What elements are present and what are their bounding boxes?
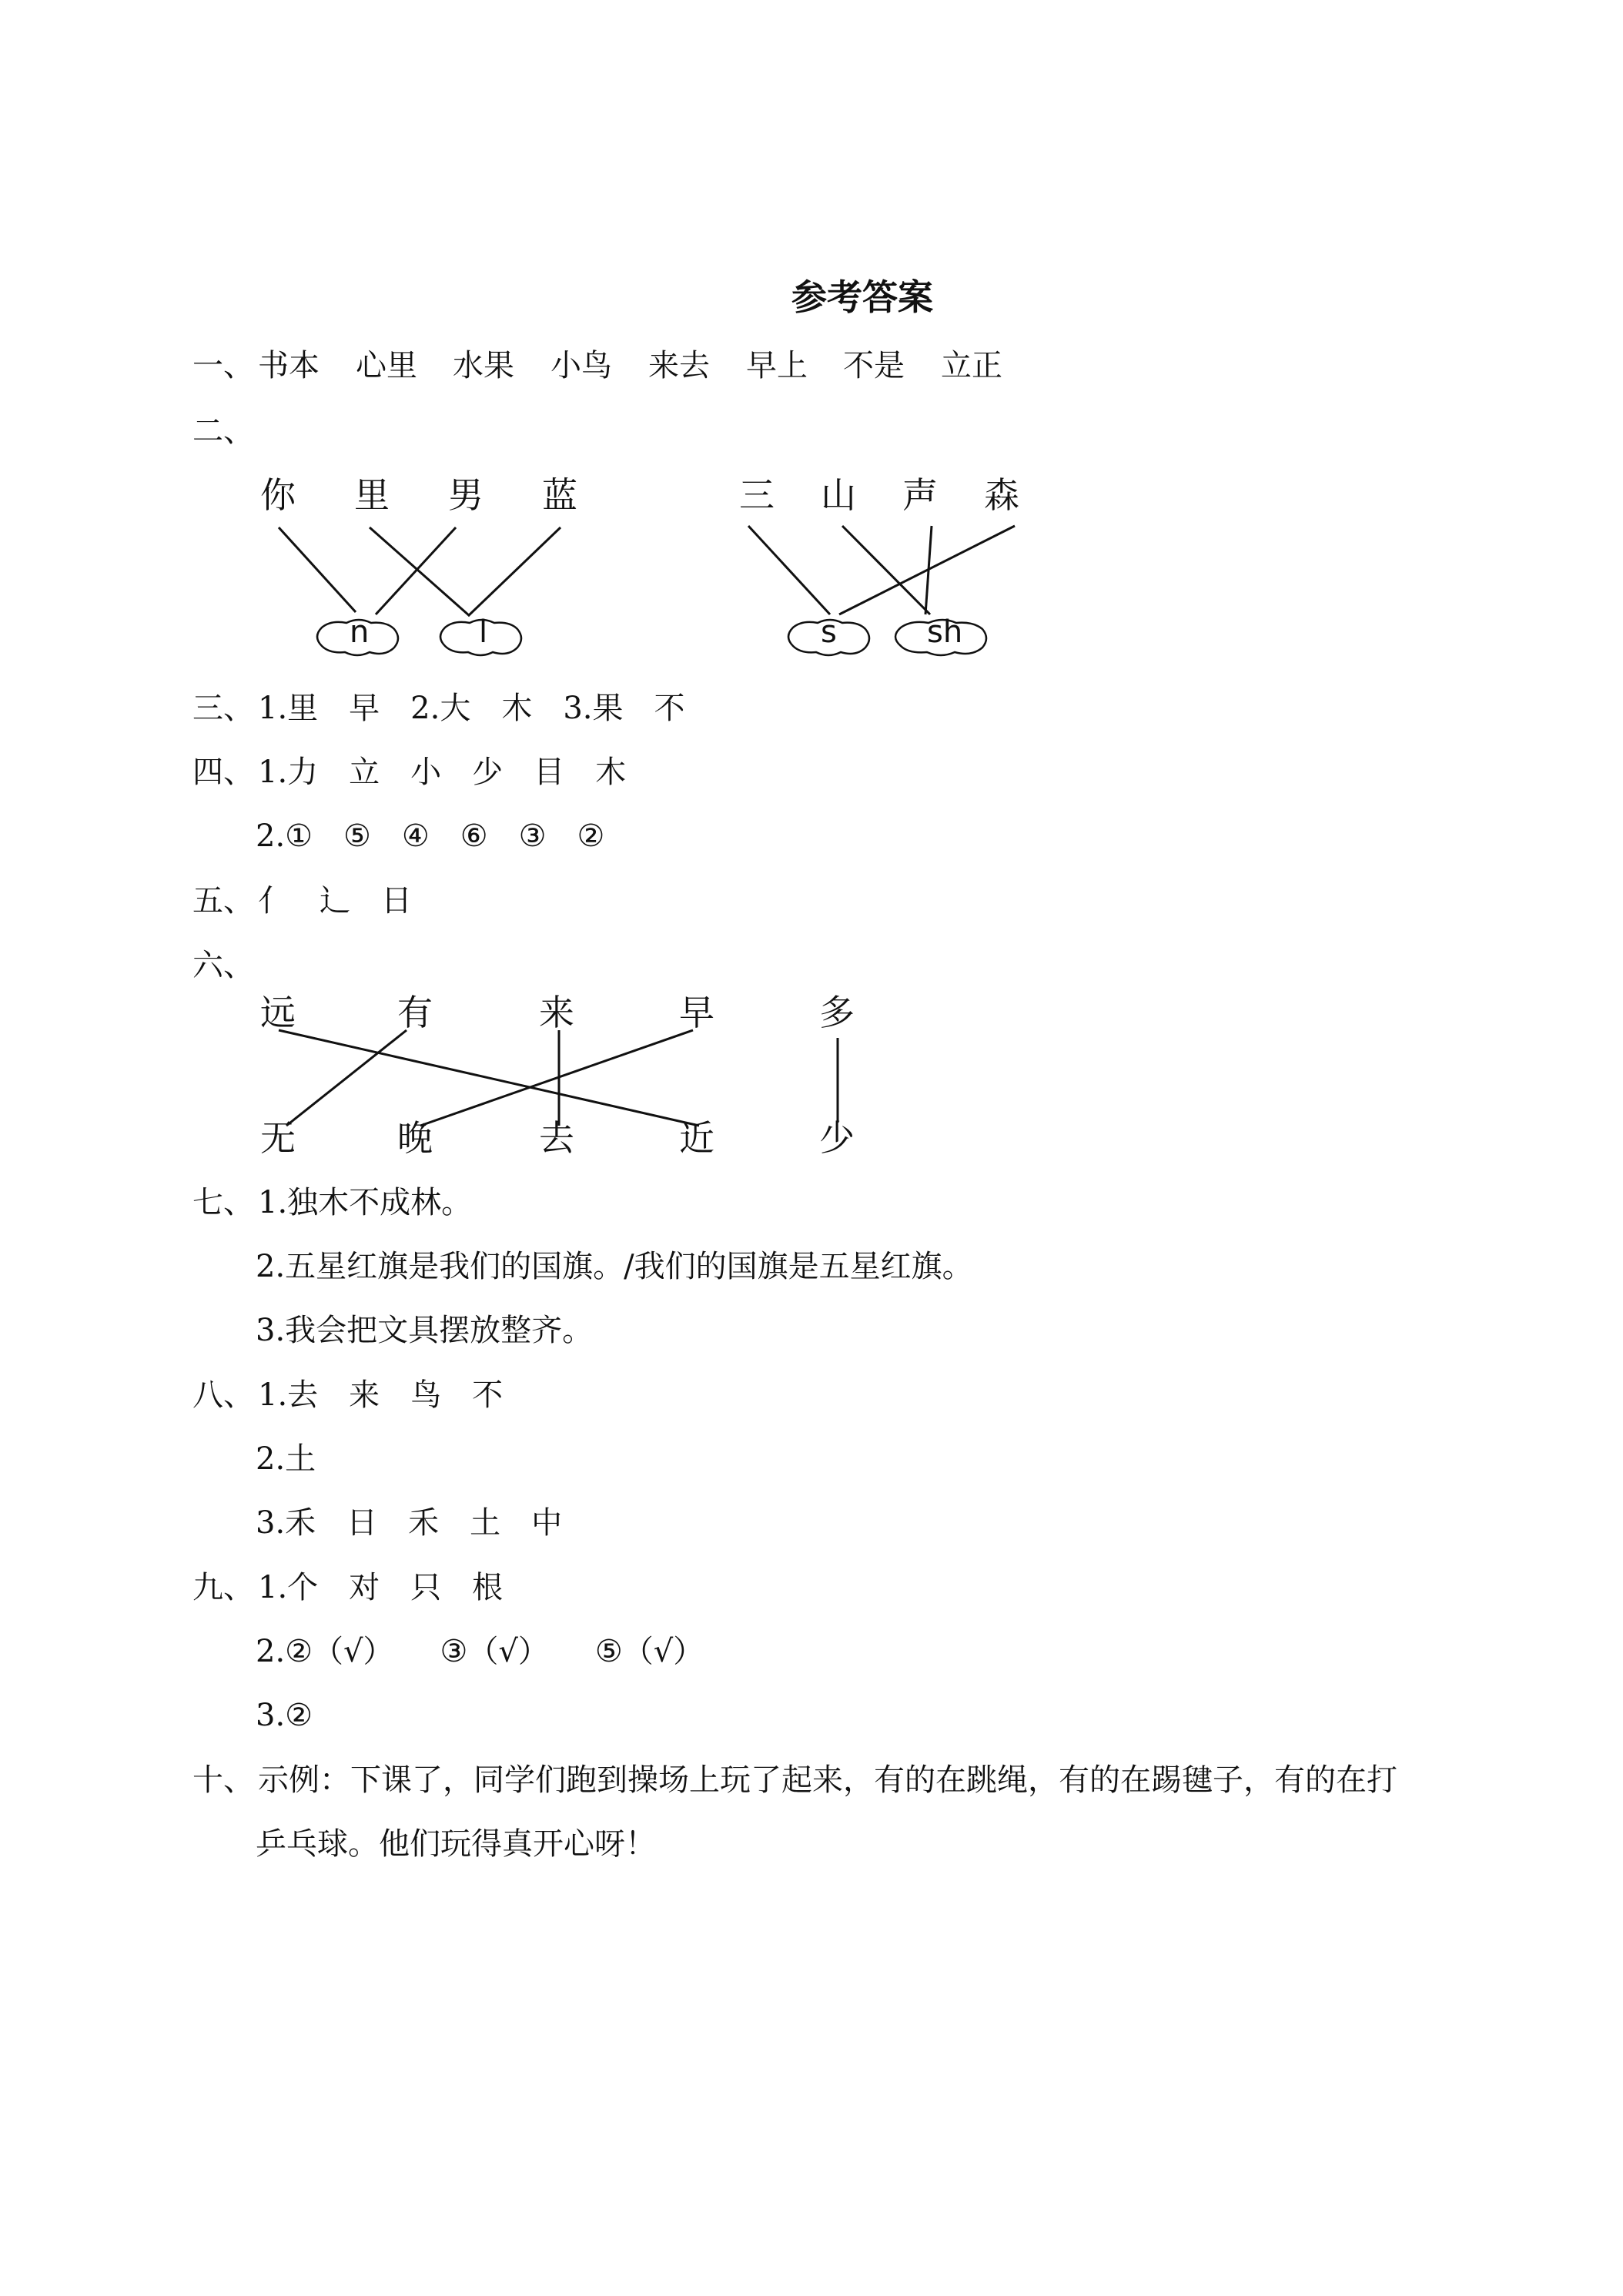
q9-answer-3: 3.② (256, 1698, 313, 1733)
q10-answer-2: 乒乓球。他们玩得真开心呀！ (256, 1826, 656, 1862)
q5-label: 五、 (192, 883, 254, 919)
q6-bottom-char: 去 (539, 1117, 574, 1159)
q2-target-s: s (821, 614, 837, 650)
q1-word: 不是 (843, 348, 905, 383)
match-line-shan-sh (842, 526, 930, 614)
q2-left-char: 你 (260, 474, 296, 516)
q1-word: 立正 (941, 348, 1002, 383)
q1-word: 水果 (453, 348, 514, 383)
q2-target-l: l (479, 614, 488, 650)
match-line-ni-n (279, 527, 356, 612)
q1-word: 心里 (356, 348, 417, 383)
q2-right-char: 山 (821, 474, 856, 516)
q2-right-char: 森 (984, 474, 1019, 516)
q7-label: 七、 (192, 1185, 254, 1220)
q8-answer-3: 3.禾 日 禾 土 中 (256, 1505, 563, 1541)
q10-label: 十、 (192, 1762, 254, 1798)
q4-answer-2: 2.① ⑤ ④ ⑥ ③ ② (256, 818, 605, 854)
q8-label: 八、 (192, 1377, 254, 1413)
q2-left-char: 里 (354, 474, 390, 516)
q2-target-n: n (350, 614, 370, 650)
match-line-yuan-jin (279, 1030, 699, 1126)
q6-top-char: 有 (397, 992, 433, 1033)
q2-label: 二、 (192, 413, 254, 449)
q6-bottom-char: 近 (679, 1117, 714, 1159)
match-line-zao-wan (420, 1030, 693, 1126)
q7-answer-3: 3.我会把文具摆放整齐。 (256, 1313, 594, 1348)
q10-answer-1: 示例：下课了，同学们跑到操场上玩了起来，有的在跳绳，有的在踢毽子，有的在打 (258, 1762, 1397, 1798)
match-line-san-s (748, 526, 830, 614)
q3-label: 三、 (192, 691, 254, 726)
q6-bottom-char: 晚 (397, 1117, 433, 1159)
q6-label: 六、 (192, 948, 254, 983)
q4-answer-1: 1.力 立 小 少 目 木 (258, 755, 627, 790)
q6-top-char: 远 (260, 992, 296, 1033)
q9-label: 九、 (192, 1570, 254, 1605)
q8-answer-2: 2.土 (256, 1441, 316, 1477)
q9-answer-1: 1.个 对 只 根 (258, 1570, 504, 1605)
q2-target-sh: sh (927, 614, 963, 650)
q8-answer-1: 1.去 来 鸟 不 (258, 1377, 504, 1413)
match-line-lan-l (468, 527, 561, 616)
q2-right-char: 声 (902, 474, 938, 516)
q1-word: 来去 (648, 348, 710, 383)
q1-word: 小鸟 (550, 348, 612, 383)
q6-bottom-char: 少 (819, 1117, 855, 1159)
q2-left-char: 男 (448, 474, 484, 516)
q5-answer: 亻 辶 日 (258, 883, 412, 919)
match-line-li-l (370, 527, 470, 616)
q2-left-char: 蓝 (542, 474, 577, 516)
q6-bottom-char: 无 (260, 1117, 296, 1159)
match-line-nan-n (376, 527, 456, 614)
q3-answer: 1.里 早 2.大 木 3.果 不 (258, 691, 685, 726)
page-title: 参考答案 (791, 276, 933, 318)
q6-top-char: 多 (819, 992, 855, 1033)
q4-label: 四、 (192, 755, 254, 790)
q1-word: 早上 (746, 348, 808, 383)
q9-answer-2: 2.②（√） ③（√） ⑤（√） (256, 1634, 704, 1669)
q7-answer-1: 1.独木不成林。 (258, 1185, 473, 1220)
q1-label: 一、 (192, 348, 254, 383)
q6-top-char: 来 (539, 992, 574, 1033)
q1-word: 书本 (258, 348, 320, 383)
q6-top-char: 早 (679, 992, 714, 1033)
q7-answer-2: 2.五星红旗是我们的国旗。/我们的国旗是五星红旗。 (256, 1249, 973, 1284)
q2-right-char: 三 (739, 474, 775, 516)
